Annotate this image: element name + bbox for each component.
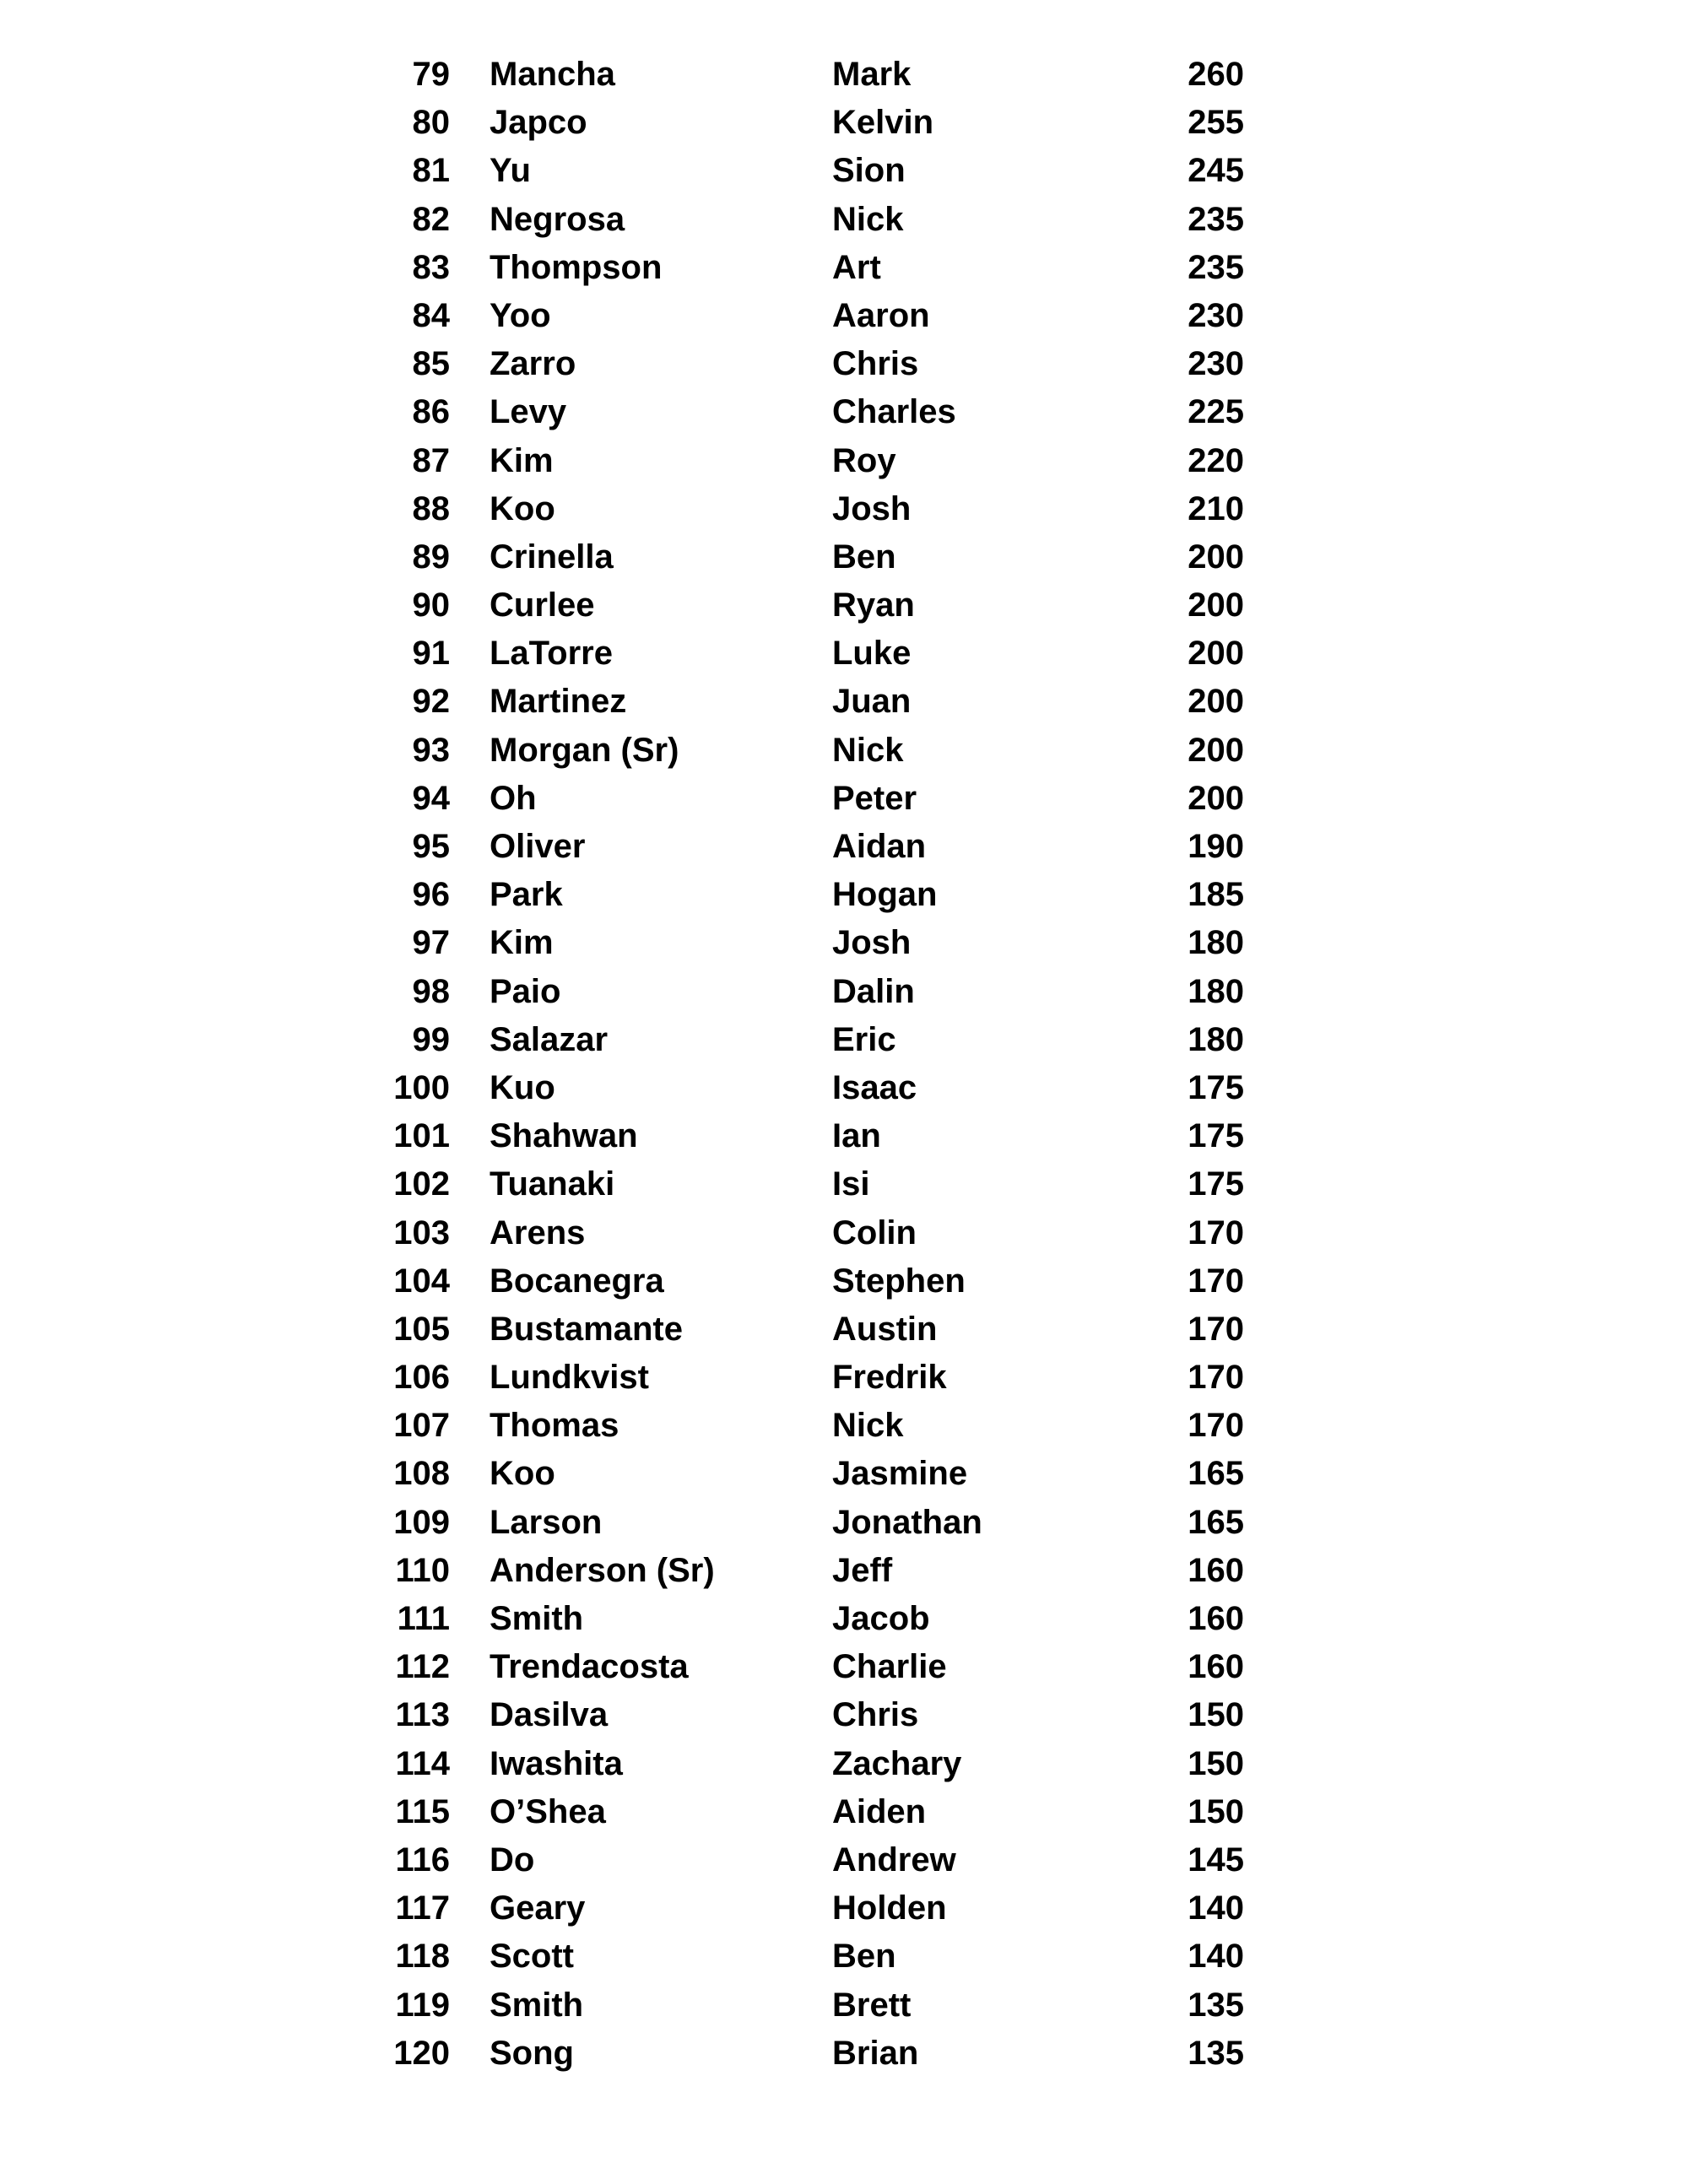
rank-cell: 95 <box>412 828 450 865</box>
table-row <box>0 485 1688 533</box>
last-name-cell: Park <box>490 876 563 914</box>
rank-cell: 102 <box>393 1165 450 1203</box>
table-row <box>0 1016 1688 1064</box>
first-name-cell: Charlie <box>832 1648 947 1686</box>
rank-cell: 120 <box>393 2034 450 2072</box>
last-name-cell: Geary <box>490 1889 586 1927</box>
points-cell: 145 <box>1188 1841 1244 1879</box>
first-name-cell: Kelvin <box>832 104 934 142</box>
rank-cell: 90 <box>412 587 450 624</box>
rank-cell: 106 <box>393 1359 450 1397</box>
first-name-cell: Art <box>832 248 881 286</box>
points-cell: 135 <box>1188 1986 1244 2024</box>
points-cell: 175 <box>1188 1068 1244 1106</box>
first-name-cell: Isi <box>832 1165 870 1203</box>
first-name-cell: Ben <box>832 538 896 576</box>
points-cell: 170 <box>1188 1359 1244 1397</box>
table-row <box>0 1788 1688 1836</box>
table-row <box>0 2030 1688 2078</box>
points-cell: 140 <box>1188 1889 1244 1927</box>
first-name-cell: Zachary <box>832 1744 962 1782</box>
rank-cell: 86 <box>412 393 450 431</box>
last-name-cell: Salazar <box>490 1020 609 1058</box>
rank-cell: 116 <box>395 1841 450 1879</box>
table-row <box>0 1740 1688 1788</box>
points-cell: 150 <box>1188 1696 1244 1734</box>
table-row <box>0 437 1688 485</box>
rank-cell: 110 <box>395 1551 450 1589</box>
table-row <box>0 1933 1688 1981</box>
points-cell: 150 <box>1188 1792 1244 1830</box>
table-row <box>0 581 1688 630</box>
last-name-cell: Scott <box>490 1938 574 1976</box>
rank-cell: 112 <box>395 1648 450 1686</box>
first-name-cell: Jasmine <box>832 1455 968 1493</box>
table-row <box>0 1981 1688 2030</box>
rank-cell: 108 <box>393 1455 450 1493</box>
rank-cell: 91 <box>412 635 450 673</box>
last-name-cell: Kim <box>490 441 554 479</box>
last-name-cell: Bustamante <box>490 1310 683 1348</box>
rank-cell: 109 <box>393 1503 450 1541</box>
table-row <box>0 1643 1688 1691</box>
last-name-cell: Yoo <box>490 296 551 334</box>
first-name-cell: Chris <box>832 345 919 383</box>
last-name-cell: Oliver <box>490 828 586 865</box>
rank-cell: 103 <box>393 1214 450 1251</box>
table-row <box>0 1402 1688 1450</box>
first-name-cell: Peter <box>832 779 917 817</box>
points-cell: 170 <box>1188 1407 1244 1445</box>
points-cell: 200 <box>1188 779 1244 817</box>
table-row <box>0 919 1688 967</box>
table-row <box>0 388 1688 436</box>
points-cell: 230 <box>1188 345 1244 383</box>
table-row <box>0 823 1688 871</box>
first-name-cell: Austin <box>832 1310 938 1348</box>
rank-cell: 118 <box>395 1938 450 1976</box>
last-name-cell: Arens <box>490 1214 586 1251</box>
last-name-cell: Zarro <box>490 345 576 383</box>
first-name-cell: Aiden <box>832 1792 927 1830</box>
table-row <box>0 1257 1688 1306</box>
last-name-cell: Shahwan <box>490 1117 638 1155</box>
first-name-cell: Chris <box>832 1696 919 1734</box>
rank-cell: 117 <box>395 1889 450 1927</box>
table-row <box>0 871 1688 919</box>
last-name-cell: Koo <box>490 1455 555 1493</box>
first-name-cell: Brian <box>832 2034 919 2072</box>
last-name-cell: Japco <box>490 104 587 142</box>
table-row <box>0 678 1688 726</box>
table-row <box>0 292 1688 340</box>
points-cell: 175 <box>1188 1165 1244 1203</box>
last-name-cell: Dasilva <box>490 1696 609 1734</box>
rank-cell: 85 <box>412 345 450 383</box>
rank-cell: 97 <box>412 924 450 962</box>
first-name-cell: Hogan <box>832 876 938 914</box>
last-name-cell: Iwashita <box>490 1744 623 1782</box>
last-name-cell: Smith <box>490 1986 584 2024</box>
points-cell: 210 <box>1188 489 1244 527</box>
table-row <box>0 1306 1688 1354</box>
table-row <box>0 968 1688 1016</box>
first-name-cell: Nick <box>832 200 904 238</box>
first-name-cell: Roy <box>832 441 896 479</box>
points-cell: 255 <box>1188 104 1244 142</box>
points-cell: 185 <box>1188 876 1244 914</box>
rank-cell: 105 <box>393 1310 450 1348</box>
last-name-cell: Paio <box>490 972 561 1010</box>
points-cell: 200 <box>1188 587 1244 624</box>
table-row <box>0 1112 1688 1160</box>
table-row <box>0 1064 1688 1112</box>
first-name-cell: Fredrik <box>832 1359 947 1397</box>
points-cell: 170 <box>1188 1262 1244 1300</box>
rank-cell: 99 <box>412 1020 450 1058</box>
first-name-cell: Jonathan <box>832 1503 982 1541</box>
last-name-cell: Smith <box>490 1600 584 1637</box>
table-row <box>0 533 1688 581</box>
table-row <box>0 196 1688 244</box>
first-name-cell: Ben <box>832 1938 896 1976</box>
first-name-cell: Juan <box>832 683 912 721</box>
last-name-cell: LaTorre <box>490 635 613 673</box>
last-name-cell: Larson <box>490 1503 603 1541</box>
points-cell: 200 <box>1188 683 1244 721</box>
first-name-cell: Brett <box>832 1986 912 2024</box>
first-name-cell: Luke <box>832 635 912 673</box>
last-name-cell: Lundkvist <box>490 1359 649 1397</box>
last-name-cell: Song <box>490 2034 574 2072</box>
table-row <box>0 1160 1688 1208</box>
first-name-cell: Nick <box>832 1407 904 1445</box>
last-name-cell: Mancha <box>490 56 615 93</box>
rank-cell: 93 <box>412 731 450 769</box>
last-name-cell: Bocanegra <box>490 1262 664 1300</box>
table-row <box>0 244 1688 292</box>
last-name-cell: Levy <box>490 393 567 431</box>
first-name-cell: Isaac <box>832 1068 917 1106</box>
points-cell: 180 <box>1188 924 1244 962</box>
points-cell: 170 <box>1188 1214 1244 1251</box>
rank-cell: 81 <box>412 152 450 190</box>
points-cell: 200 <box>1188 538 1244 576</box>
points-cell: 260 <box>1188 56 1244 93</box>
table-row <box>0 1547 1688 1595</box>
points-cell: 230 <box>1188 296 1244 334</box>
table-row <box>0 727 1688 775</box>
first-name-cell: Aaron <box>832 296 930 334</box>
points-cell: 170 <box>1188 1310 1244 1348</box>
first-name-cell: Ryan <box>832 587 915 624</box>
last-name-cell: Tuanaki <box>490 1165 615 1203</box>
points-cell: 220 <box>1188 441 1244 479</box>
rank-cell: 94 <box>412 779 450 817</box>
points-cell: 180 <box>1188 1020 1244 1058</box>
last-name-cell: O’Shea <box>490 1792 606 1830</box>
last-name-cell: Oh <box>490 779 537 817</box>
points-cell: 200 <box>1188 635 1244 673</box>
table-row <box>0 1209 1688 1257</box>
points-cell: 225 <box>1188 393 1244 431</box>
last-name-cell: Morgan (Sr) <box>490 731 679 769</box>
table-row <box>0 1884 1688 1933</box>
table-row <box>0 1691 1688 1739</box>
points-cell: 235 <box>1188 248 1244 286</box>
rank-cell: 84 <box>412 296 450 334</box>
first-name-cell: Jeff <box>832 1551 893 1589</box>
last-name-cell: Anderson (Sr) <box>490 1551 715 1589</box>
last-name-cell: Kuo <box>490 1068 555 1106</box>
table-row <box>0 1595 1688 1643</box>
points-cell: 165 <box>1188 1455 1244 1493</box>
first-name-cell: Stephen <box>832 1262 966 1300</box>
first-name-cell: Mark <box>832 56 912 93</box>
standings-list <box>0 51 1688 2078</box>
first-name-cell: Andrew <box>832 1841 956 1879</box>
rank-cell: 111 <box>397 1600 450 1637</box>
rank-cell: 101 <box>393 1117 450 1155</box>
table-row <box>0 99 1688 147</box>
first-name-cell: Ian <box>832 1117 881 1155</box>
last-name-cell: Yu <box>490 152 531 190</box>
points-cell: 190 <box>1188 828 1244 865</box>
first-name-cell: Dalin <box>832 972 915 1010</box>
first-name-cell: Nick <box>832 731 904 769</box>
first-name-cell: Charles <box>832 393 956 431</box>
last-name-cell: Crinella <box>490 538 614 576</box>
points-cell: 135 <box>1188 2034 1244 2072</box>
points-cell: 235 <box>1188 200 1244 238</box>
rank-cell: 107 <box>393 1407 450 1445</box>
last-name-cell: Negrosa <box>490 200 625 238</box>
last-name-cell: Do <box>490 1841 535 1879</box>
rank-cell: 92 <box>412 683 450 721</box>
points-cell: 150 <box>1188 1744 1244 1782</box>
points-cell: 180 <box>1188 972 1244 1010</box>
table-row <box>0 340 1688 388</box>
points-cell: 165 <box>1188 1503 1244 1541</box>
rank-cell: 79 <box>412 56 450 93</box>
points-cell: 160 <box>1188 1648 1244 1686</box>
rank-cell: 115 <box>395 1792 450 1830</box>
last-name-cell: Koo <box>490 489 555 527</box>
table-row <box>0 147 1688 195</box>
last-name-cell: Martinez <box>490 683 627 721</box>
first-name-cell: Josh <box>832 489 912 527</box>
points-cell: 160 <box>1188 1600 1244 1637</box>
last-name-cell: Trendacosta <box>490 1648 689 1686</box>
first-name-cell: Jacob <box>832 1600 930 1637</box>
rank-cell: 113 <box>395 1696 450 1734</box>
rank-cell: 80 <box>412 104 450 142</box>
points-cell: 175 <box>1188 1117 1244 1155</box>
points-cell: 140 <box>1188 1938 1244 1976</box>
points-cell: 245 <box>1188 152 1244 190</box>
first-name-cell: Eric <box>832 1020 896 1058</box>
rank-cell: 98 <box>412 972 450 1010</box>
table-row <box>0 1450 1688 1498</box>
table-row <box>0 775 1688 823</box>
rank-cell: 100 <box>393 1068 450 1106</box>
last-name-cell: Thomas <box>490 1407 619 1445</box>
table-row <box>0 51 1688 99</box>
rank-cell: 104 <box>393 1262 450 1300</box>
points-cell: 200 <box>1188 731 1244 769</box>
rank-cell: 83 <box>412 248 450 286</box>
points-cell: 160 <box>1188 1551 1244 1589</box>
rank-cell: 96 <box>412 876 450 914</box>
last-name-cell: Curlee <box>490 587 595 624</box>
last-name-cell: Kim <box>490 924 554 962</box>
first-name-cell: Aidan <box>832 828 927 865</box>
table-row <box>0 1836 1688 1884</box>
first-name-cell: Sion <box>832 152 906 190</box>
last-name-cell: Thompson <box>490 248 663 286</box>
table-row <box>0 630 1688 678</box>
table-row <box>0 1354 1688 1402</box>
first-name-cell: Holden <box>832 1889 947 1927</box>
first-name-cell: Colin <box>832 1214 917 1251</box>
table-row <box>0 1499 1688 1547</box>
rank-cell: 88 <box>412 489 450 527</box>
rank-cell: 87 <box>412 441 450 479</box>
first-name-cell: Josh <box>832 924 912 962</box>
rank-cell: 114 <box>395 1744 450 1782</box>
rank-cell: 119 <box>395 1986 450 2024</box>
rank-cell: 82 <box>412 200 450 238</box>
rank-cell: 89 <box>412 538 450 576</box>
